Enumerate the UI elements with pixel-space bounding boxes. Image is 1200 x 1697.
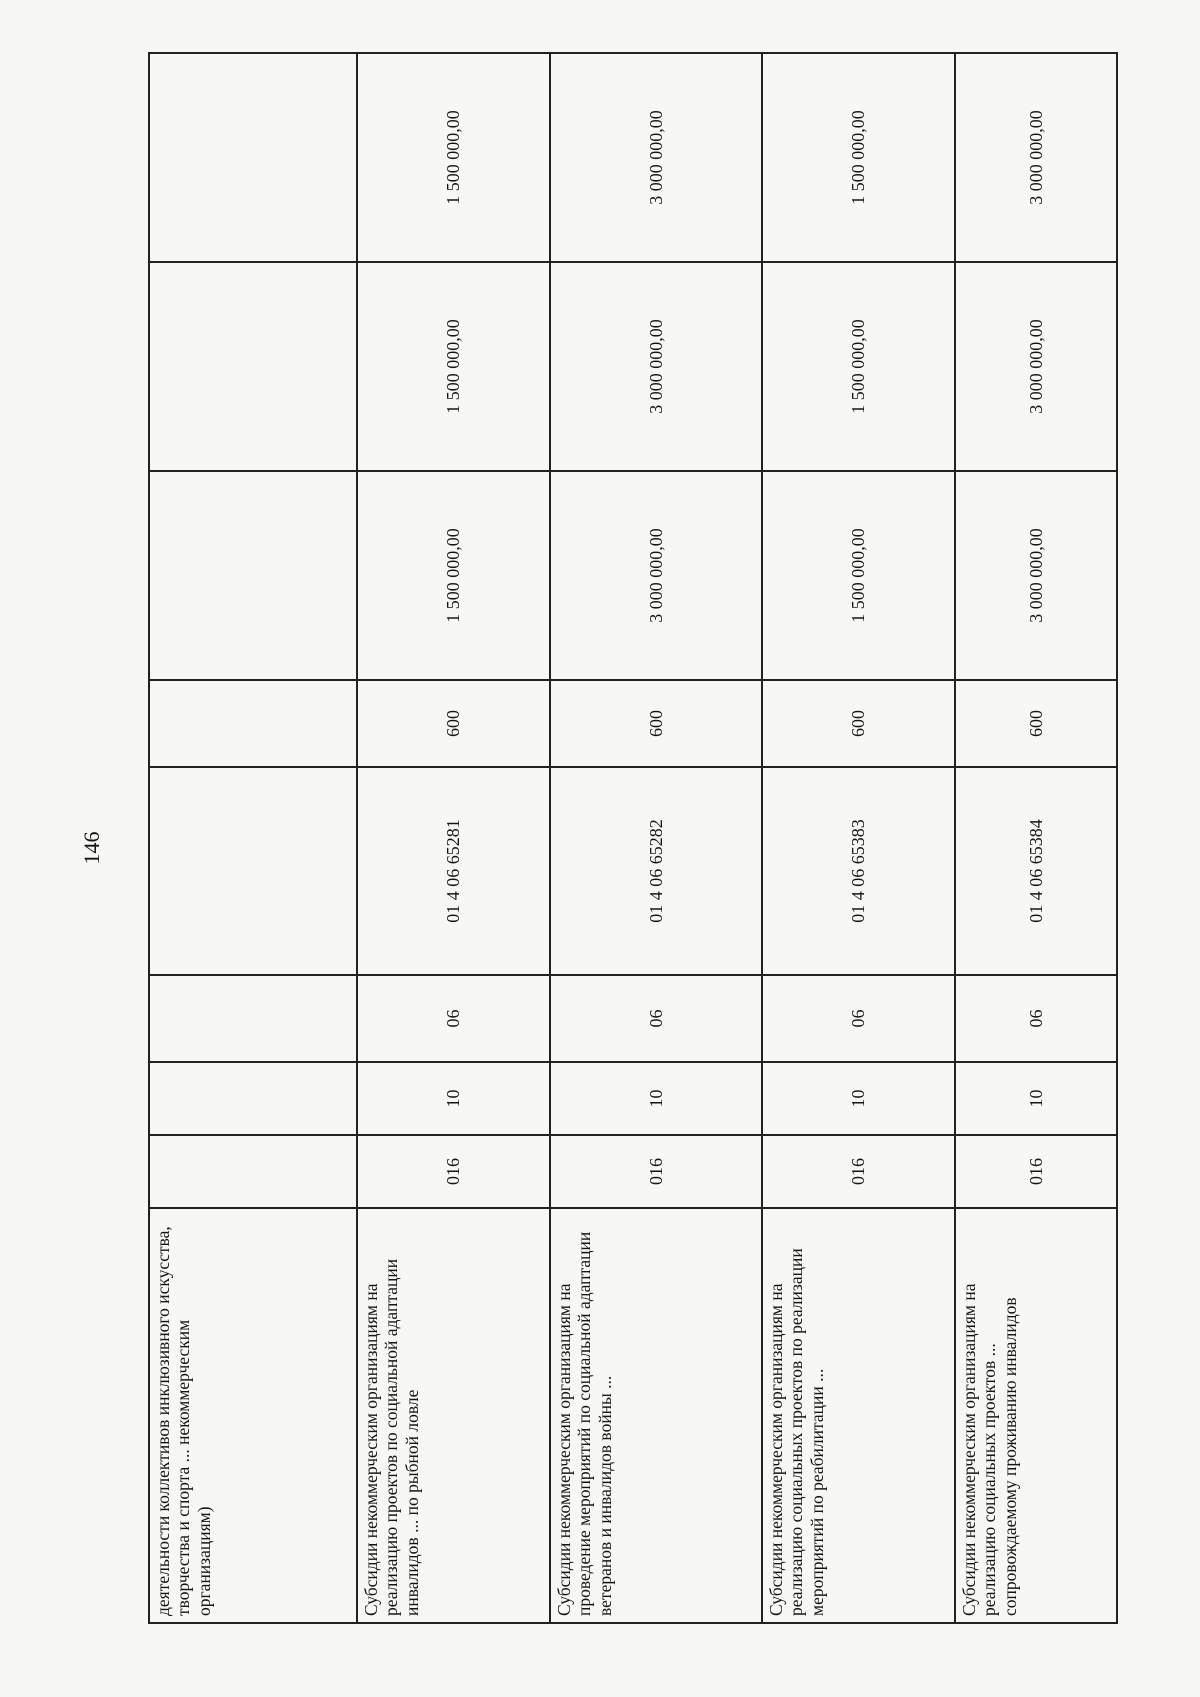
row-description: деятельности коллективов инклюзивного искусства, творчества и спорта ... некоммерческим организациям): [149, 1208, 357, 1623]
row-description: Субсидии некоммерческим организациям на реализацию проектов по социальной адаптации инвалидов ... по рыбной ловле: [357, 1208, 550, 1623]
amount-cell: 3 000 000,00: [955, 471, 1117, 680]
page-number: 146: [79, 831, 104, 865]
subsection-code-cell: 06: [955, 975, 1117, 1062]
subsection-code-cell: [149, 975, 357, 1062]
amount-cell: [149, 53, 357, 262]
amount-cell: 1 500 000,00: [357, 53, 550, 262]
subsection-code-cell: 06: [550, 975, 762, 1062]
target-article-cell: 01 4 06 65281: [357, 767, 550, 975]
amount-cell: 1 500 000,00: [357, 471, 550, 680]
subsection-code-cell: 06: [762, 975, 955, 1062]
expense-type-cell: 600: [357, 680, 550, 767]
amount-cell: 3 000 000,00: [550, 262, 762, 471]
table-row: [762, 53, 955, 1623]
amount-cell: 1 500 000,00: [762, 262, 955, 471]
target-article-cell: 01 4 06 65384: [955, 767, 1117, 975]
ministry-code-cell: 016: [357, 1135, 550, 1208]
ministry-code-cell: [149, 1135, 357, 1208]
expense-type-cell: 600: [550, 680, 762, 767]
section-code-cell: 10: [550, 1062, 762, 1135]
amount-cell: 1 500 000,00: [762, 53, 955, 262]
table-row: [955, 53, 1117, 1623]
amount-cell: 3 000 000,00: [955, 262, 1117, 471]
row-description: Субсидии некоммерческим организациям на реализацию социальных проектов ... сопровождаемому проживанию инвалидов: [955, 1208, 1117, 1623]
section-code-cell: [149, 1062, 357, 1135]
section-code-cell: 10: [357, 1062, 550, 1135]
table-row: [149, 53, 357, 1623]
amount-cell: 3 000 000,00: [955, 53, 1117, 262]
budget-table: [148, 52, 1118, 1624]
row-description: Субсидии некоммерческим организациям на проведение мероприятий по социальной адаптации ветеранов и инвалидов войны ...: [550, 1208, 762, 1623]
ministry-code-cell: 016: [955, 1135, 1117, 1208]
amount-cell: 1 500 000,00: [357, 262, 550, 471]
amount-cell: 3 000 000,00: [550, 53, 762, 262]
target-article-cell: 01 4 06 65383: [762, 767, 955, 975]
rotated-table-area: [148, 54, 1116, 1624]
expense-type-cell: 600: [762, 680, 955, 767]
expense-type-cell: [149, 680, 357, 767]
amount-cell: 1 500 000,00: [762, 471, 955, 680]
table-row: [550, 53, 762, 1623]
target-article-cell: [149, 767, 357, 975]
target-article-cell: 01 4 06 65282: [550, 767, 762, 975]
section-code-cell: 10: [762, 1062, 955, 1135]
amount-cell: [149, 262, 357, 471]
ministry-code-cell: 016: [762, 1135, 955, 1208]
amount-cell: [149, 471, 357, 680]
ministry-code-cell: 016: [550, 1135, 762, 1208]
section-code-cell: 10: [955, 1062, 1117, 1135]
amount-cell: 3 000 000,00: [550, 471, 762, 680]
expense-type-cell: 600: [955, 680, 1117, 767]
row-description: Субсидии некоммерческим организациям на реализацию социальных проектов по реализации мероприятий по реабилитации ...: [762, 1208, 955, 1623]
table-row: [357, 53, 550, 1623]
subsection-code-cell: 06: [357, 975, 550, 1062]
